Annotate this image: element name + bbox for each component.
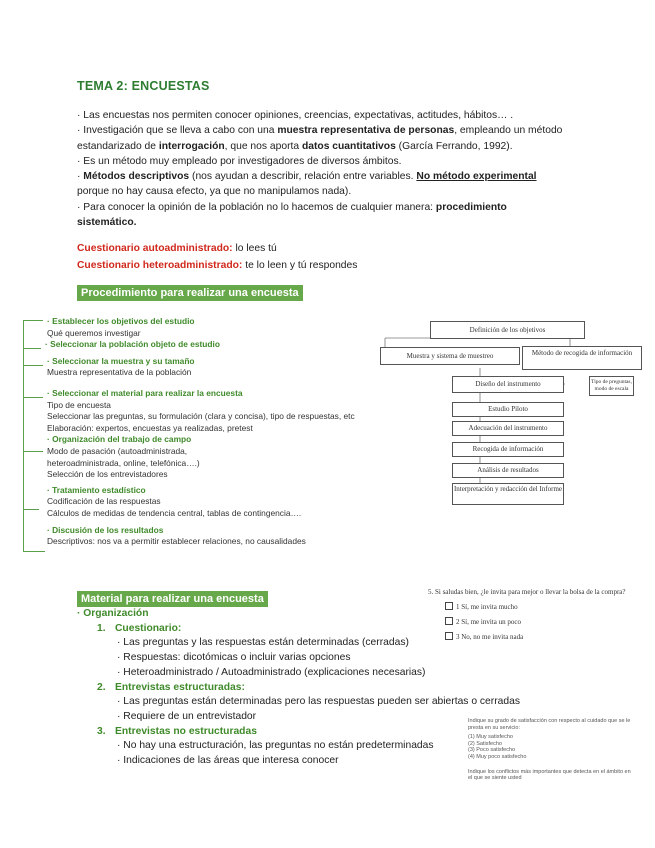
step-detail: Tipo de encuesta [47,399,111,410]
scale-example [468,718,633,782]
option-label: 3 No, no me invita nada [456,633,524,641]
hetero-text: te lo leen y tú respondes [242,260,358,271]
question-example [428,588,643,641]
cuestionario-types [77,240,357,274]
page-title: TEMA 2: ENCUESTAS [77,79,210,93]
step-detail: Descriptivos: nos va a permitir establecer relaciones, no causalidades [47,536,306,547]
tree-branch [23,451,43,452]
intro-l5b: Métodos descriptivos [83,171,190,183]
step-detail: Seleccionar las preguntas, su formulación (clara y concisa), tipo de respuestas, etc [47,411,355,422]
open-question: Indique los conflictos más importantes que detecta en el ámbito en el que se siente usted [468,768,631,782]
item-detail: · Las preguntas están determinadas pero las respuestas pueden ser abiertas o cerradas [117,696,520,708]
checkbox-icon [445,632,453,640]
flow-box-adecuacion: Adecuación del instrumento [452,421,564,436]
intro-l3e: (García Ferrando, 1992). [395,140,513,152]
step-detail: Muestra representativa de la población [47,367,192,378]
item-detail: · Heteroadministrado / Autoadministrado (explicaciones necesarias) [117,666,426,678]
material-item-estructuradas [97,681,520,696]
intro-l6: porque no hay causa efecto, ya que no manipulamos nada). [77,186,352,198]
intro-l3d: datos cuantitativos [301,140,396,152]
intro-line [77,215,577,230]
auto-text: lo lees tú [232,243,277,254]
scale-question: Indique su grado de satisfacción con respecto al cuidado que se le presta en su servicio: [468,718,631,731]
item-detail: · Indicaciones de las áreas que interesa conocer [117,755,339,767]
intro-text [77,108,577,230]
intro-l2b: muestra representativa de personas [277,125,455,137]
intro-l4: · Es un método muy empleado por investigadores de diversos ámbitos. [77,155,402,167]
hetero-label: Cuestionario heteroadministrado: [77,260,243,271]
step-heading: · Seleccionar el material para realizar la encuesta [47,387,243,398]
flow-box-analisis: Análisis de resultados [452,463,564,478]
intro-l8: sistemático. [77,217,137,229]
step-heading: · Establecer los objetivos del estudio [47,316,195,326]
step-detail: Modo de pasación (autoadministrada, [47,445,188,456]
step-detail: Qué queremos investigar [47,327,141,338]
scale-option: (3) Poco satisfecho [468,747,516,754]
tree-branch [23,509,39,510]
question-option [444,602,643,611]
intro-line [77,200,577,215]
item-number: 1. [97,622,106,634]
checkbox-icon [445,602,453,610]
tree-vertical-line [23,320,24,552]
step-heading: · Organización del trabajo de campo [47,434,192,445]
step-heading: · Seleccionar la muestra y su tamaño [47,355,195,366]
scale-option: (2) Satisfecho [468,740,502,747]
item-number: 2. [97,681,106,693]
item-detail: · Respuestas: dicotómicas o incluir varias opciones [117,652,351,664]
flow-box-muestra: Muestra y sistema de muestreo [380,347,520,365]
step-heading: · Discusión de los resultados [47,524,164,535]
intro-l5c: (nos ayudan a describir, relación entre variables. [189,171,417,183]
checkbox-icon [445,617,453,625]
step-heading: · Seleccionar la población objeto de estudio [45,339,220,350]
intro-l1: · Las encuestas nos permiten conocer opiniones, creencias, expectativas, actitudes, hábitos… . [77,110,514,121]
question-option [444,632,643,641]
intro-l2c: , empleando un método [454,125,563,137]
auto-label: Cuestionario autoadministrado: [77,243,233,254]
intro-line [77,154,577,169]
scale-option: (4) Muy poco satisfecho [468,753,527,760]
item-detail: · Requiere de un entrevistador [117,710,257,722]
step-detail: Cálculos de medidas de tendencia central, tablas de contingencia…. [47,507,302,518]
procedimiento-steps [47,316,355,548]
item-number: 3. [97,725,106,737]
cuestionario-auto [77,240,357,257]
flow-box-side-note: Tipo de preguntas, modo de escala [589,376,634,396]
flow-box-diseno: Diseño del instrumento [452,376,564,393]
tree-branch [23,397,43,398]
intro-line [77,184,577,199]
intro-l2a: · Investigación que se lleva a cabo con una [77,125,278,137]
flow-box-informe: Interpretación y redacción del Informe [452,483,564,505]
intro-line [77,139,577,154]
intro-line [77,123,577,138]
tree-branch [23,320,43,321]
step-heading: · Tratamiento estadístico [47,484,146,495]
flow-box-metodo: Método de recogida de información [522,346,642,370]
intro-line [77,108,577,123]
intro-l5d: No método experimental [416,171,537,183]
intro-l3c: , que nos aporta [224,140,302,152]
tree-branch [23,348,41,349]
cuestionario-hetero [77,257,357,274]
flow-box-recogida: Recogida de información [452,442,564,457]
item-heading: Entrevistas estructuradas: [115,681,245,693]
scale-option: (1) Muy satisfecho [468,734,513,741]
step-detail: heteroadministrada, online, telefónica….) [47,457,200,468]
material-banner: Material para realizar una encuesta [77,591,268,607]
intro-l3a: estandarizado de [77,140,159,152]
item-detail: · Las preguntas y las respuestas están determinadas (cerradas) [117,637,409,649]
flow-box-piloto: Estudio Piloto [452,402,564,417]
tree-branch [23,365,43,366]
question-option [444,617,643,626]
item-heading: Entrevistas no estructuradas [115,725,257,737]
step-detail: Codificación de las respuestas [47,496,161,507]
intro-l3b: interrogación [158,140,225,152]
intro-line [77,169,577,184]
intro-l7b: procedimiento [435,201,507,213]
procedimiento-banner: Procedimiento para realizar una encuesta [77,285,303,301]
intro-l5a: · [77,171,84,183]
step-detail: Elaboración: expertos, encuestas ya realizadas, pretest [47,422,253,433]
material-item-no-estructuradas [97,725,520,740]
tree-branch [23,551,45,552]
option-label: 2 Sí, me invita un poco [456,618,521,626]
intro-l7a: · Para conocer la opinión de la población no lo hacemos de cualquier manera: [77,201,436,213]
question-text: 5. Si saludas bien, ¿le invita para mejor o llevar la bolsa de la compra? [428,588,626,596]
flow-box-objetivos: Definición de los objetivos [430,321,585,339]
item-heading: Cuestionario: [115,622,182,634]
item-detail: · No hay una estructuración, las preguntas no están predeterminadas [117,740,434,752]
step-detail: Selección de los entrevistadores [47,469,168,480]
option-label: 1 Sí, me invita mucho [456,603,518,611]
organizacion-heading: · Organización [77,608,149,619]
